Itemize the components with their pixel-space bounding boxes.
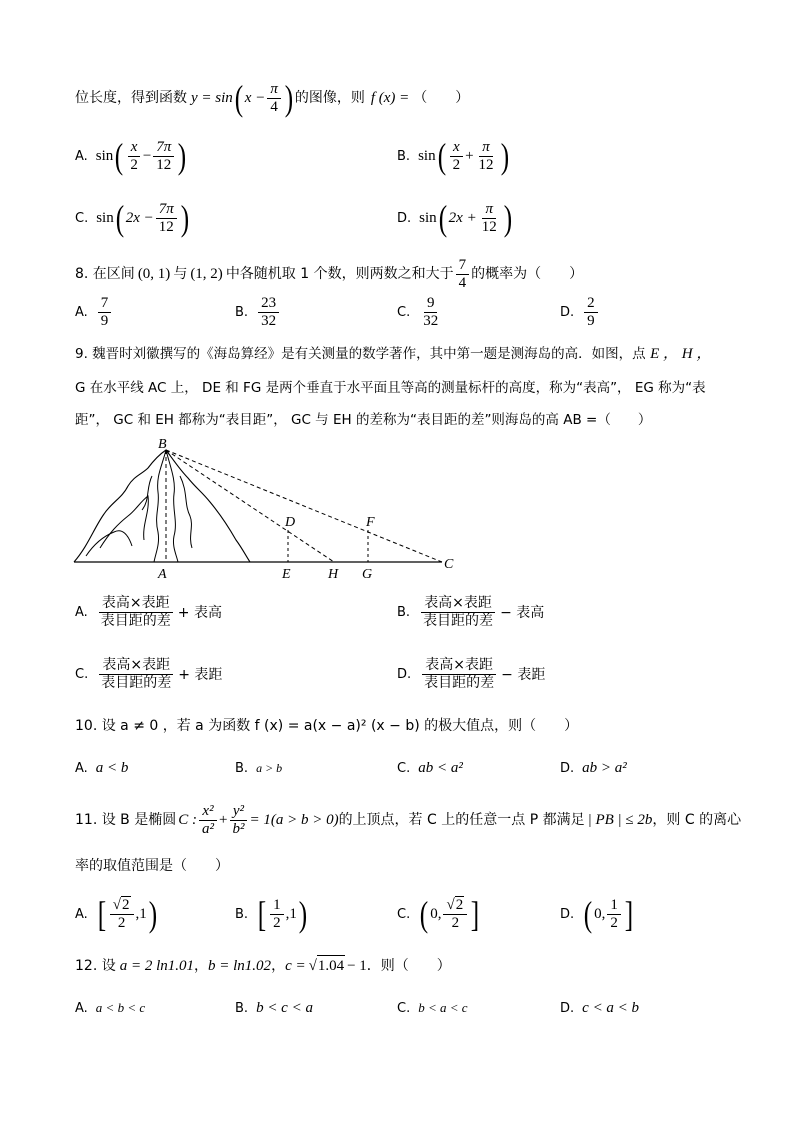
q9-option-b[interactable]: B. $\frac{\text{表高×表距}}{\text{表目距的差}}$ − 表高 <box>397 594 545 629</box>
q10-option-c[interactable]: C. ab < a² <box>397 759 463 776</box>
q8-option-b[interactable]: B. $\frac{23}{32}$ <box>235 292 281 332</box>
q7-stem: 位长度，得到函数 y = sin ( x − $\frac{\pi}{4}$ ) 的图像，则 f (x) = （ ） <box>75 78 470 118</box>
q11-option-b[interactable]: B. [ $\frac{1}{2}$ ,1 ) <box>235 894 308 934</box>
q8-option-a[interactable]: A. $\frac{7}{9}$ <box>75 292 113 332</box>
q9-option-a[interactable]: A. $\frac{\text{表高×表距}}{\text{表目距的差}}$ + 表高 <box>75 594 222 629</box>
mountain-ridge <box>86 531 132 556</box>
q10-options <box>75 748 735 788</box>
q11-option-a[interactable]: A. [ $\frac{√2}{2}$ ,1 ) <box>75 894 157 934</box>
q12-options <box>75 988 735 1028</box>
q9-stem-line1: 9. 魏晋时刘徽撰写的《海岛算经》是有关测量的数学著作，其中第一题是测海岛的高．如图，点 E ， H ， <box>75 346 712 362</box>
q8-option-d[interactable]: D. $\frac{2}{9}$ <box>560 292 600 332</box>
q9-stem-line2: G 在水平线 AC 上， DE 和 FG 是两个垂直于水平面且等高的测量标杆的高度，称为“表高”， EG 称为“表 <box>75 380 706 396</box>
q10-option-d[interactable]: D. ab > a² <box>560 759 627 776</box>
q12-option-c[interactable]: C. b < a < c <box>397 1000 468 1016</box>
q8-options <box>75 292 735 332</box>
q9-option-d[interactable]: D. $\frac{\text{表高×表距}}{\text{表目距的差}}$ − 表距 <box>397 656 546 691</box>
mountain-ridge <box>180 476 192 548</box>
label-f: F <box>366 515 375 530</box>
q9-options-cd <box>75 654 735 694</box>
island-survey-figure <box>70 436 470 582</box>
mountain-ridge <box>142 476 152 510</box>
q10-option-b[interactable]: B. a > b <box>235 760 283 776</box>
q8-option-c[interactable]: C. $\frac{9}{32}$ <box>397 294 439 329</box>
q7-options-cd <box>75 198 735 238</box>
q12-option-d[interactable]: D. c < a < b <box>560 999 640 1016</box>
q7-options-ab <box>75 136 735 176</box>
label-c: C <box>444 557 454 572</box>
pi-over-4: $\frac{\pi}{4}$ <box>267 81 281 116</box>
mountain-ridge <box>154 450 166 562</box>
q12-option-b[interactable]: B. b < c < a <box>235 999 313 1016</box>
q11-stem-line2: 率的取值范围是（ ） <box>75 858 229 874</box>
q7-option-d[interactable]: D. sin ( 2x + $\frac{\pi}{12}$ ) <box>397 198 512 238</box>
label-g: G <box>362 567 373 582</box>
q9-options-ab <box>75 592 735 632</box>
label-e: E <box>282 567 291 582</box>
sight-line-bc <box>166 450 442 562</box>
label-d: D <box>285 515 296 530</box>
label-h: H <box>328 567 339 582</box>
q9-option-c[interactable]: C. $\frac{\text{表高×表距}}{\text{表目距的差}}$ + 表距 <box>75 656 223 691</box>
q11-stem-line1: 11. 设 B 是椭圆 C : $\frac{\text{x²}}{\text{a²}}$ + $\frac{\text{y²}}{\text{b²}}$ = 1(a > b > 0) 的上顶点，若 C 上的任意一点 P 都满足 | PB | ≤ 2b ，则 C 的离心 <box>75 802 742 837</box>
q12-option-a[interactable]: A. a < b < c <box>75 1000 146 1016</box>
q7-option-b[interactable]: B. sin ( $\frac{x}{2}$ + $\frac{\pi}{12}$ ) <box>397 136 509 176</box>
q7-option-a[interactable]: A. sin ( $\frac{x}{2}$ − $\frac{7\pi}{12}$ ) <box>75 136 187 176</box>
q11-option-d[interactable]: D. ( 0, $\frac{1}{2}$ ] <box>560 894 634 934</box>
mountain-ridge <box>100 496 148 548</box>
q9-stem-line3: 距”， GC 和 EH 都称为“表目距”， GC 与 EH 的差称为“表目距的差”则海岛的高 AB =（ ） <box>75 412 652 428</box>
label-b: B <box>158 437 167 452</box>
q8-stem: 8. 在区间 (0, 1) 与 (1, 2) 中各随机取 1 个数，则两数之和大于 $\frac{7}{4}$ 的概率为（ ） <box>75 256 584 291</box>
island-mountain <box>74 450 250 562</box>
mountain-ridge <box>166 450 178 562</box>
q7-option-c[interactable]: C. sin ( 2x − $\frac{7\pi}{12}$ ) <box>75 198 189 238</box>
q10-option-a[interactable]: A. a < b <box>75 759 129 776</box>
q11-options <box>75 894 735 934</box>
label-a: A <box>158 567 167 582</box>
q10-stem: 10. 设 a ≠ 0 ，若 a 为函数 f (x) = a(x − a)² (x − b) 的极大值点，则（ ） <box>75 718 579 734</box>
q11-option-c[interactable]: C. ( 0, $\frac{√2}{2}$ ] <box>397 894 480 934</box>
q12-stem: 12. 设 a = 2 ln1.01 ， b = ln1.02 ， c = √1.04 − 1 ．则（ ） <box>75 955 451 976</box>
